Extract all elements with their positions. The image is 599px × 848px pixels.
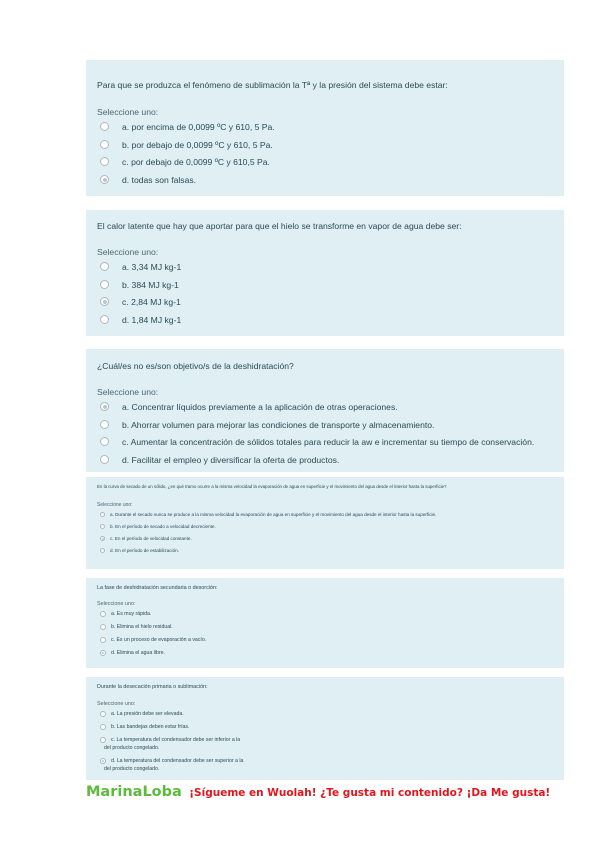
option-label: d. Elimina el agua libre.	[111, 650, 165, 656]
option-label: d. Facilitar el empleo y diversificar la oferta de productos.	[122, 455, 340, 465]
radio-checked-icon[interactable]	[100, 297, 109, 306]
radio-checked-icon[interactable]	[100, 650, 106, 656]
option-label: d. La temperatura del condensador debe ser superior a la	[111, 758, 244, 764]
option-label-continuation: del producto congelado.	[104, 745, 160, 751]
question-card-1	[86, 60, 564, 196]
radio-unchecked-icon[interactable]	[100, 524, 105, 529]
select-label: Seleccione uno:	[97, 601, 136, 607]
radio-unchecked-icon[interactable]	[100, 724, 106, 730]
option-label: d. todas son falsas.	[122, 175, 197, 185]
radio-checked-icon[interactable]	[100, 758, 106, 764]
radio-unchecked-icon[interactable]	[100, 157, 109, 166]
footer-banner	[86, 783, 550, 801]
option-label: c. 2,84 MJ kg-1	[122, 297, 181, 307]
option-label: b. Elimina el hielo residual.	[111, 624, 173, 630]
option-label: a. La presión debe ser elevada.	[111, 711, 184, 717]
option-label: c. Aumentar la concentración de sólidos totales para reducir la aw e incrementar su tiempo de conservación.	[122, 437, 535, 447]
promo-text: ¡Sígueme en Wuolah! ¿Te gusta mi contenido? ¡Da Me gusta!	[189, 787, 551, 799]
question-text: Durante la desecación primaria o sublimación:	[97, 684, 208, 690]
question-text: La fase de deshidratación secundaria o desorción:	[97, 585, 218, 591]
radio-checked-icon[interactable]	[100, 536, 105, 541]
option-label: a. 3,34 MJ kg-1	[122, 262, 182, 272]
option-label: d. En el período de estabilización.	[110, 548, 179, 553]
radio-checked-icon[interactable]	[100, 175, 109, 184]
question-text: En la curva de secado de un sólido, ¿en qué tramo ocurre a la misma velocidad la evaporación de agua en superficie y el movimiento del agua desde el interior hasta la superficie?	[97, 484, 447, 489]
select-label: Seleccione uno:	[97, 701, 136, 707]
option-label: b. por debajo de 0,0099 ºC y 610, 5 Pa.	[122, 140, 273, 150]
question-card-5	[86, 578, 564, 668]
radio-unchecked-icon[interactable]	[100, 420, 109, 429]
radio-unchecked-icon[interactable]	[100, 737, 106, 743]
radio-unchecked-icon[interactable]	[100, 624, 106, 630]
select-label: Seleccione uno:	[97, 107, 159, 117]
question-text: Para que se produzca el fenómeno de sublimación la Tª y la presión del sistema debe estar:	[97, 80, 448, 90]
radio-unchecked-icon[interactable]	[100, 262, 109, 271]
radio-unchecked-icon[interactable]	[100, 280, 109, 289]
radio-checked-icon[interactable]	[100, 402, 109, 411]
option-label: c. En el período de velocidad constante.	[110, 536, 192, 541]
question-card-6	[86, 677, 564, 780]
select-label: Seleccione uno:	[97, 502, 133, 508]
radio-unchecked-icon[interactable]	[100, 315, 109, 324]
option-label: d. 1,84 MJ kg-1	[122, 315, 182, 325]
option-label: b. En el período de secado a velocidad decreciente.	[110, 524, 216, 529]
option-label: a. Concentrar líquidos previamente a la aplicación de otras operaciones.	[122, 402, 398, 412]
question-card-2	[86, 210, 564, 336]
question-text: El calor latente que hay que aportar para que el hielo se transforme en vapor de agua debe ser:	[97, 221, 462, 231]
question-card-4	[86, 477, 564, 569]
radio-unchecked-icon[interactable]	[100, 637, 106, 643]
option-label: c. por debajo de 0,0099 ºC y 610,5 Pa.	[122, 157, 270, 167]
radio-unchecked-icon[interactable]	[100, 122, 109, 131]
radio-unchecked-icon[interactable]	[100, 611, 106, 617]
select-label: Seleccione uno:	[97, 247, 159, 257]
option-label: b. Ahorrar volumen para mejorar las condiciones de transporte y almacenamiento.	[122, 420, 435, 430]
option-label: a. Durante el secado nunca se produce a la misma velocidad la evaporación de agua en superficie y el movimiento del agua desde el interior hasta la superficie.	[110, 512, 437, 517]
select-label: Seleccione uno:	[97, 387, 159, 397]
radio-unchecked-icon[interactable]	[100, 512, 105, 517]
option-label: a. por encima de 0,0099 ºC y 610, 5 Pa.	[122, 122, 275, 132]
radio-unchecked-icon[interactable]	[100, 548, 105, 553]
brand-name: MarinaLoba	[86, 784, 182, 800]
option-label: c. Es un proceso de evaporación a vacío.	[111, 637, 207, 643]
question-card-3	[86, 349, 564, 472]
option-label-continuation: del producto congelado.	[104, 766, 160, 772]
radio-unchecked-icon[interactable]	[100, 140, 109, 149]
radio-unchecked-icon[interactable]	[100, 437, 109, 446]
question-text: ¿Cuál/es no es/son objetivo/s de la deshidratación?	[97, 361, 294, 371]
option-label: c. La temperatura del condensador debe ser inferior a la	[111, 737, 241, 743]
radio-unchecked-icon[interactable]	[100, 455, 109, 464]
option-label: b. Las bandejas deben estar frías.	[111, 724, 190, 730]
radio-unchecked-icon[interactable]	[100, 711, 106, 717]
option-label: b. 384 MJ kg-1	[122, 280, 179, 290]
option-label: a. Es muy rápida.	[111, 611, 152, 617]
